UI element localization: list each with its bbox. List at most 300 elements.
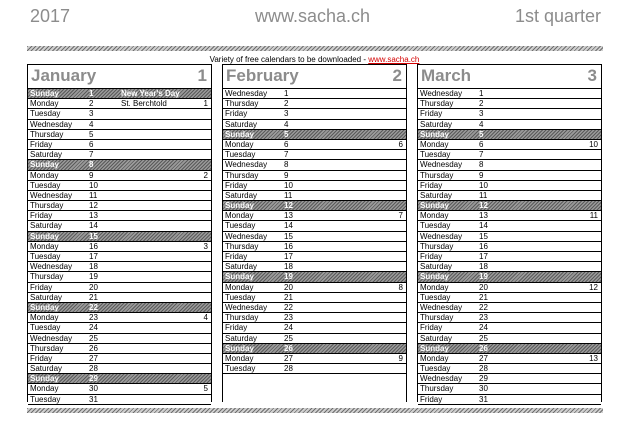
day-row (418, 252, 601, 262)
week-number: 13 (589, 353, 598, 363)
weekday-label: Monday (30, 384, 59, 394)
day-number: 11 (284, 190, 293, 200)
weekday-label: Wednesday (420, 302, 463, 312)
day-number: 27 (89, 353, 98, 363)
weekday-label: Wednesday (420, 231, 463, 241)
day-row (28, 374, 211, 384)
day-list (28, 89, 211, 405)
weekday-label: Thursday (30, 343, 64, 353)
weekday-label: Friday (420, 394, 443, 404)
day-number: 6 (89, 139, 94, 149)
weekday-label: Saturday (225, 190, 258, 200)
weekday-label: Friday (420, 323, 443, 333)
day-number: 16 (284, 241, 293, 251)
day-number: 20 (284, 282, 293, 292)
month-number: 1 (197, 66, 207, 85)
weekday-label: Thursday (225, 313, 259, 323)
weekday-label: Monday (420, 282, 449, 292)
day-row (28, 344, 211, 354)
weekday-label: Tuesday (225, 364, 256, 374)
day-number: 3 (479, 109, 484, 119)
day-row (418, 272, 601, 282)
day-row (418, 242, 601, 252)
weekday-label: Thursday (225, 99, 259, 109)
weekday-label: Monday (225, 353, 254, 363)
day-row (223, 130, 406, 140)
weekday-label: Sunday (420, 272, 449, 282)
weekday-label: Tuesday (420, 364, 451, 374)
weekday-label: Thursday (420, 384, 454, 394)
day-row (418, 283, 601, 293)
day-number: 1 (479, 89, 484, 98)
day-number: 19 (89, 272, 98, 282)
day-number: 26 (89, 343, 98, 353)
week-number: 4 (203, 313, 208, 323)
weekday-label: Thursday (30, 272, 64, 282)
month-number: 2 (392, 66, 402, 85)
day-number: 7 (89, 150, 94, 160)
day-number: 5 (479, 129, 484, 139)
week-number: 3 (203, 241, 208, 251)
weekday-label: Friday (420, 109, 443, 119)
day-number: 27 (479, 353, 488, 363)
weekday-label: Saturday (30, 221, 63, 231)
day-number: 6 (479, 139, 484, 149)
day-row (28, 150, 211, 160)
weekday-label: Sunday (30, 374, 59, 384)
day-number: 10 (89, 180, 98, 190)
weekday-label: Sunday (225, 201, 254, 211)
day-row (418, 344, 601, 354)
day-row (418, 364, 601, 374)
day-number: 24 (284, 323, 293, 333)
day-row (418, 160, 601, 170)
day-row (28, 303, 211, 313)
weekday-label: Tuesday (30, 394, 61, 404)
day-row (223, 293, 406, 303)
day-row (223, 334, 406, 344)
day-number: 15 (89, 231, 98, 241)
month-header (418, 65, 601, 89)
day-row (418, 395, 601, 405)
week-number: 7 (398, 211, 403, 221)
day-row (28, 242, 211, 252)
day-row (28, 171, 211, 181)
day-row (418, 89, 601, 99)
month-header (223, 65, 406, 89)
day-number: 2 (479, 99, 484, 109)
day-row (28, 252, 211, 262)
weekday-label: Tuesday (225, 221, 256, 231)
day-number: 16 (89, 241, 98, 251)
day-row (223, 221, 406, 231)
day-number: 1 (89, 89, 94, 98)
day-number: 14 (89, 221, 98, 231)
tagline (0, 55, 629, 64)
day-row (418, 150, 601, 160)
day-number: 25 (89, 333, 98, 343)
weekday-label: Friday (30, 353, 53, 363)
day-row (418, 313, 601, 323)
day-row (28, 130, 211, 140)
day-row (28, 221, 211, 231)
day-row (223, 323, 406, 333)
day-row (223, 262, 406, 272)
day-row (28, 201, 211, 211)
day-row (28, 160, 211, 170)
weekday-label: Saturday (225, 262, 258, 272)
weekday-label: Tuesday (420, 150, 451, 160)
day-number: 7 (479, 150, 484, 160)
weekday-label: Tuesday (225, 292, 256, 302)
day-number: 4 (89, 119, 94, 129)
day-row (223, 109, 406, 119)
day-number: 11 (89, 190, 98, 200)
weekday-label: Wednesday (420, 89, 463, 98)
day-number: 10 (479, 180, 488, 190)
holiday-label: New Year's Day (121, 89, 180, 98)
weekday-label: Wednesday (225, 160, 268, 170)
weekday-label: Monday (30, 313, 59, 323)
day-number: 31 (479, 394, 488, 404)
day-number: 10 (284, 180, 293, 190)
day-row (223, 232, 406, 242)
day-row (223, 99, 406, 109)
week-number: 12 (589, 282, 598, 292)
weekday-label: Saturday (225, 119, 258, 129)
day-row (28, 272, 211, 282)
day-number: 17 (89, 252, 98, 261)
day-row (28, 120, 211, 130)
day-number: 5 (89, 129, 94, 139)
day-row (223, 150, 406, 160)
weekday-label: Saturday (420, 119, 453, 129)
day-number: 20 (89, 282, 98, 292)
day-number: 27 (284, 353, 293, 363)
day-row (418, 334, 601, 344)
weekday-label: Wednesday (420, 160, 463, 170)
day-number: 23 (89, 313, 98, 323)
day-number: 22 (479, 302, 488, 312)
day-row (223, 364, 406, 374)
weekday-label: Friday (225, 323, 248, 333)
day-row (418, 201, 601, 211)
month-name: February (226, 66, 299, 85)
weekday-label: Thursday (30, 129, 64, 139)
day-row (418, 109, 601, 119)
weekday-label: Monday (225, 139, 254, 149)
week-number: 6 (398, 139, 403, 149)
day-row (28, 283, 211, 293)
day-row (223, 120, 406, 130)
day-number: 19 (479, 272, 488, 282)
weekday-label: Tuesday (30, 180, 61, 190)
weekday-label: Saturday (225, 333, 258, 343)
day-number: 29 (479, 374, 488, 384)
day-row (28, 313, 211, 323)
day-number: 3 (284, 109, 289, 119)
year-label: 2017 (30, 6, 71, 26)
weekday-label: Wednesday (225, 302, 268, 312)
day-row (28, 323, 211, 333)
day-row (223, 181, 406, 191)
site-label: www.sacha.ch (255, 6, 371, 26)
day-row (28, 181, 211, 191)
day-number: 24 (479, 323, 488, 333)
day-number: 30 (89, 384, 98, 394)
weekday-label: Friday (225, 252, 248, 261)
weekday-label: Monday (420, 139, 449, 149)
day-number: 15 (284, 231, 293, 241)
tagline-text: Variety of free calendars to be downloaded - (209, 55, 369, 64)
weekday-label: Wednesday (30, 119, 73, 129)
weekday-label: Saturday (30, 364, 63, 374)
weekday-label: Friday (30, 282, 53, 292)
day-number: 8 (284, 160, 289, 170)
day-number: 1 (284, 89, 289, 98)
weekday-label: Monday (225, 211, 254, 221)
day-number: 26 (284, 343, 293, 353)
weekday-label: Friday (225, 180, 248, 190)
day-number: 12 (479, 201, 488, 211)
day-number: 17 (284, 252, 293, 261)
weekday-label: Wednesday (30, 262, 73, 272)
weekday-label: Tuesday (30, 109, 61, 119)
month-name: January (31, 66, 97, 85)
weekday-label: Saturday (30, 292, 63, 302)
day-row (418, 191, 601, 201)
day-number: 16 (479, 241, 488, 251)
weekday-label: Sunday (30, 160, 59, 170)
day-number: 13 (89, 211, 98, 221)
day-number: 28 (284, 364, 293, 374)
day-row (28, 293, 211, 303)
weekday-label: Thursday (420, 313, 454, 323)
day-number: 26 (479, 343, 488, 353)
day-row (223, 201, 406, 211)
day-number: 12 (89, 201, 98, 211)
weekday-label: Thursday (225, 170, 259, 180)
weekday-label: Thursday (225, 241, 259, 251)
day-number: 4 (479, 119, 484, 129)
day-number: 5 (284, 129, 289, 139)
day-row (223, 313, 406, 323)
weekday-label: Saturday (30, 150, 63, 160)
top-divider (27, 46, 603, 51)
day-number: 6 (284, 139, 289, 149)
holiday-label: St. Berchtold (121, 99, 167, 109)
weekday-label: Monday (420, 211, 449, 221)
quarter-label: 1st quarter (514, 6, 601, 26)
day-row (28, 191, 211, 201)
day-row (418, 221, 601, 231)
month-header (28, 65, 211, 89)
day-row (418, 384, 601, 394)
day-row (418, 171, 601, 181)
weekday-label: Tuesday (30, 252, 61, 261)
day-row (223, 354, 406, 364)
day-row (223, 171, 406, 181)
weekday-label: Wednesday (225, 231, 268, 241)
day-row (418, 211, 601, 221)
weekday-label: Sunday (30, 231, 59, 241)
day-row (223, 242, 406, 252)
day-number: 14 (479, 221, 488, 231)
day-row (28, 262, 211, 272)
week-number: 9 (398, 353, 403, 363)
day-row (223, 140, 406, 150)
weekday-label: Thursday (420, 170, 454, 180)
weekday-label: Monday (225, 282, 254, 292)
day-row (418, 303, 601, 313)
weekday-label: Sunday (420, 201, 449, 211)
day-number: 17 (479, 252, 488, 261)
day-row (223, 160, 406, 170)
day-number: 21 (89, 292, 98, 302)
week-number: 1 (203, 99, 208, 109)
weekday-label: Friday (420, 252, 443, 261)
day-number: 4 (284, 119, 289, 129)
day-list (418, 89, 601, 405)
weekday-label: Sunday (30, 302, 59, 312)
day-number: 25 (479, 333, 488, 343)
day-number: 15 (479, 231, 488, 241)
day-number: 9 (284, 170, 289, 180)
day-row (418, 140, 601, 150)
weekday-label: Wednesday (30, 190, 73, 200)
weekday-label: Sunday (225, 343, 254, 353)
day-row (418, 99, 601, 109)
weekday-label: Thursday (420, 99, 454, 109)
weekday-label: Wednesday (420, 374, 463, 384)
day-number: 8 (89, 160, 94, 170)
day-number: 12 (284, 201, 293, 211)
day-number: 3 (89, 109, 94, 119)
day-number: 13 (284, 211, 293, 221)
weekday-label: Monday (30, 99, 59, 109)
day-row (418, 374, 601, 384)
day-row (28, 395, 211, 405)
weekday-label: Thursday (420, 241, 454, 251)
month-march (417, 64, 602, 402)
weekday-label: Saturday (420, 262, 453, 272)
week-number: 8 (398, 282, 403, 292)
day-number: 30 (479, 384, 488, 394)
weekday-label: Tuesday (30, 323, 61, 333)
weekday-label: Tuesday (420, 221, 451, 231)
day-number: 25 (284, 333, 293, 343)
week-number: 11 (589, 211, 598, 221)
weekday-label: Saturday (420, 190, 453, 200)
day-row (28, 99, 211, 109)
day-number: 9 (479, 170, 484, 180)
day-number: 18 (89, 262, 98, 272)
weekday-label: Sunday (420, 129, 449, 139)
day-number: 23 (479, 313, 488, 323)
day-row (28, 334, 211, 344)
day-number: 9 (89, 170, 94, 180)
day-number: 2 (284, 99, 289, 109)
weekday-label: Friday (420, 180, 443, 190)
week-number: 10 (589, 139, 598, 149)
day-number: 13 (479, 211, 488, 221)
day-row (28, 211, 211, 221)
weekday-label: Monday (420, 353, 449, 363)
day-row (418, 354, 601, 364)
day-row (223, 89, 406, 99)
day-number: 7 (284, 150, 289, 160)
day-number: 22 (89, 302, 98, 312)
month-number: 3 (587, 66, 597, 85)
weekday-label: Saturday (420, 333, 453, 343)
weekday-label: Friday (30, 139, 53, 149)
day-row (418, 130, 601, 140)
day-row (28, 384, 211, 394)
day-number: 21 (284, 292, 293, 302)
day-row (418, 232, 601, 242)
day-list (223, 89, 406, 374)
month-february (222, 64, 407, 402)
weekday-label: Sunday (225, 129, 254, 139)
day-row (223, 303, 406, 313)
day-row (418, 120, 601, 130)
bottom-divider (27, 408, 603, 413)
weekday-label: Wednesday (30, 333, 73, 343)
day-row (223, 283, 406, 293)
weekday-label: Sunday (420, 343, 449, 353)
day-number: 24 (89, 323, 98, 333)
day-row (223, 252, 406, 262)
weekday-label: Sunday (225, 272, 254, 282)
day-row (28, 364, 211, 374)
day-row (28, 140, 211, 150)
day-number: 21 (479, 292, 488, 302)
week-number: 5 (203, 384, 208, 394)
tagline-link[interactable]: www.sacha.ch (368, 55, 420, 64)
day-row (28, 89, 211, 99)
day-number: 8 (479, 160, 484, 170)
day-number: 19 (284, 272, 293, 282)
day-row (418, 323, 601, 333)
weekday-label: Monday (30, 241, 59, 251)
weekday-label: Tuesday (420, 292, 451, 302)
day-number: 18 (284, 262, 293, 272)
day-number: 20 (479, 282, 488, 292)
week-number: 2 (203, 170, 208, 180)
day-row (223, 211, 406, 221)
weekday-label: Tuesday (225, 150, 256, 160)
weekday-label: Monday (30, 170, 59, 180)
day-number: 31 (89, 394, 98, 404)
day-row (418, 293, 601, 303)
day-row (28, 232, 211, 242)
day-row (28, 109, 211, 119)
day-row (418, 181, 601, 191)
weekday-label: Wednesday (225, 89, 268, 98)
day-number: 2 (89, 99, 94, 109)
day-number: 23 (284, 313, 293, 323)
day-row (223, 191, 406, 201)
day-number: 28 (89, 364, 98, 374)
day-row (28, 354, 211, 364)
day-number: 28 (479, 364, 488, 374)
weekday-label: Friday (225, 109, 248, 119)
day-row (223, 272, 406, 282)
day-number: 14 (284, 221, 293, 231)
day-number: 18 (479, 262, 488, 272)
day-number: 22 (284, 302, 293, 312)
day-row (223, 344, 406, 354)
